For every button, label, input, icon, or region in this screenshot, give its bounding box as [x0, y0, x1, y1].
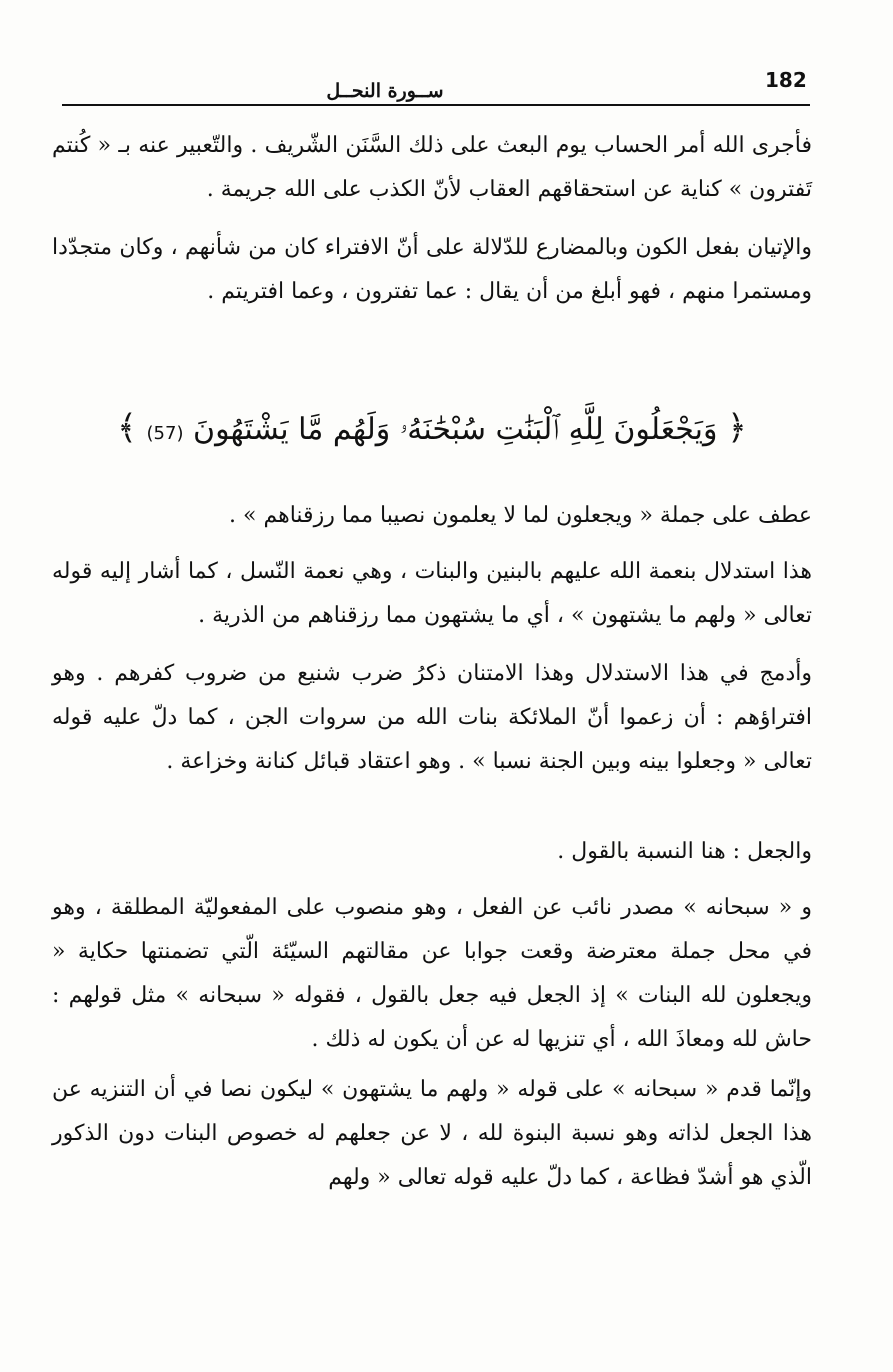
surah-title: ســورة النحــل — [326, 80, 444, 102]
paragraph-7: و « سبحانه » مصدر نائب عن الفعل ، وهو منصوب على المفعوليّة المطلقة ، وهو في محل جملة معترضة وقعت جوابا عن مقالتهم السيّئة الّتي تضمنتها حكاية « ويجعلون لله البنات » إذ الجعل فيه جعل بالقول ، فقوله « سبحانه » مثل قولهم : حاش لله ومعاذَ الله ، أي تنزيها له عن أن يكون له ذلك . — [52, 895, 812, 1052]
paragraph-1: فأجرى الله أمر الحساب يوم البعث على ذلك السَّنَن الشّريف . والتّعبير عنه بـ « كُنتم تَفترون » كناية عن استحقاقهم العقاب لأنّ الكذب على الله جريمة . — [52, 133, 812, 202]
paragraph-8: وإنّما قدم « سبحانه » على قوله « ولهم ما يشتهون » ليكون نصا في أن التنزيه عن هذا الجعل لذاته وهو نسبة البنوة لله ، لا عن جعلهم له خصوص البنات دون الذكور الّذي هو أشدّ فظاعة ، كما دلّ عليه قوله تعالى « ولهم — [52, 1077, 812, 1190]
verse-number: (57) — [146, 423, 184, 444]
verse-open-bracket: ﴿ — [727, 408, 747, 448]
header-rule — [62, 104, 810, 106]
paragraph-2: والإتيان بفعل الكون وبالمضارع للدّلالة على أنّ الافتراء كان من شأنهم ، وكان متجدّدا ومستمرا منهم ، فهو أبلغ من أن يقال : عما تفترون ، وعما افتريتم . — [52, 235, 812, 304]
paragraph-4: هذا استدلال بنعمة الله عليهم بالبنين والبنات ، وهي نعمة النّسل ، كما أشار إليه قوله تعالى « ولهم ما يشتهون » ، أي ما يشتهون مما رزقناهم من الذرية . — [52, 559, 812, 628]
paragraph-5: وأدمج في هذا الاستدلال وهذا الامتنان ذكرُ ضرب شنيع من ضروب كفرهم . وهو افتراؤهم : أن زعموا أنّ الملائكة بنات الله من سروات الجن ، كما دلّ عليه قوله تعالى « وجعلوا بينه وبين الجنة نسبا » . وهو اعتقاد قبائل كنانة وخزاعة . — [52, 661, 812, 774]
verse-text: وَيَجْعَلُونَ لِلَّهِ ٱلْبَنَٰتِ سُبْحَٰنَهُۥ وَلَهُم مَّا يَشْتَهُونَ — [193, 412, 718, 447]
paragraph-6: والجعل : هنا النسبة بالقول . — [557, 839, 812, 864]
page-number: 182 — [765, 68, 807, 92]
verse-close-bracket: ﴾ — [117, 408, 137, 448]
quran-verse — [52, 398, 812, 464]
paragraph-3: عطف على جملة « ويجعلون لما لا يعلمون نصيبا مما رزقناهم » . — [229, 503, 812, 528]
